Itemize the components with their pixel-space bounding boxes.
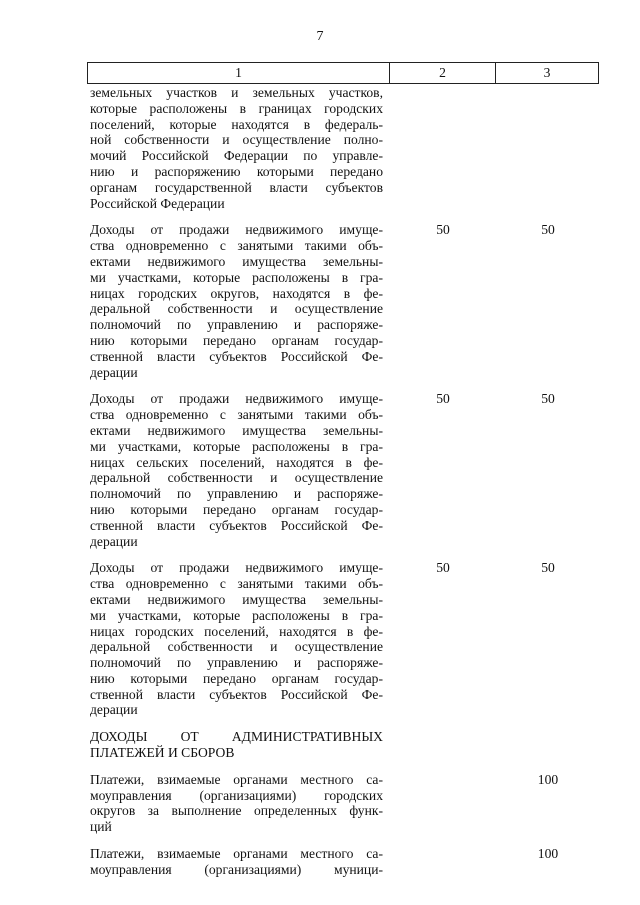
text-line: нию которыми передано органам государ- (90, 332, 383, 348)
text-line: мочий Российской Федерации по управле- (90, 148, 383, 164)
header-col-3: 3 (543, 65, 551, 80)
text-line: Платежи, взимаемые органами местного са- (90, 846, 383, 862)
row-description (90, 560, 383, 718)
text-line: Платежи, взимаемые органами местного са- (90, 771, 383, 787)
row-description (90, 391, 383, 549)
header-col-2: 2 (390, 63, 496, 83)
text-line: ми участками, которые расположены в гра- (90, 269, 383, 285)
text-line: ектами недвижимого имущества земельны- (90, 253, 383, 269)
text-line: ственной власти субъектов Российской Фе- (90, 348, 383, 364)
col3-value: 50 (541, 391, 555, 407)
text-line: ственной власти субъектов Российской Фе- (90, 517, 383, 533)
row-description (90, 222, 383, 380)
header-col-1: 1 (88, 63, 390, 83)
text-line: моуправления (организациями) городских (90, 787, 383, 803)
text-line: которые расположены в границах городских (90, 100, 383, 116)
text-line: ектами недвижимого имущества земельны- (90, 591, 383, 607)
col2-value: 50 (436, 560, 450, 576)
text-line: деральной собственности и осуществление (90, 301, 383, 317)
text-line: деральной собственности и осуществление (90, 639, 383, 655)
text-line: нию которыми передано органам государ- (90, 670, 383, 686)
table-row (90, 222, 600, 380)
text-line: Доходы от продажи недвижимого имуще- (90, 391, 383, 407)
text-line: нию и распоряжению которыми передано (90, 163, 383, 179)
row-description (90, 772, 383, 835)
text-line: нию которыми передано органам государ- (90, 501, 383, 517)
table-row (90, 846, 600, 878)
text-line: ственной власти субъектов Российской Фе- (90, 686, 383, 702)
table-row (90, 391, 600, 549)
text-line: ций (90, 819, 112, 835)
text-line: дерации (90, 364, 138, 380)
col3-value: 50 (541, 222, 555, 238)
text-line: полномочий по управлению и распоряже- (90, 317, 383, 333)
text-line: ектами недвижимого имущества земельны- (90, 422, 383, 438)
text-line: ми участками, которые расположены в гра- (90, 607, 383, 623)
text-line: ницах городских округов, находятся в фе- (90, 285, 383, 301)
text-line: округов за выполнение определенных функ- (90, 803, 383, 819)
text-line: полномочий по управлению и распоряже- (90, 486, 383, 502)
table-row (90, 772, 600, 835)
text-line: поселений, которые находятся в федераль- (90, 116, 383, 132)
col2-value: 50 (436, 222, 450, 238)
row-description (90, 85, 383, 211)
col3-value: 100 (537, 846, 559, 862)
text-line: моуправления (организациями) муници- (90, 861, 383, 877)
table-row (90, 560, 600, 718)
text-line: земельных участков и земельных участков, (90, 85, 383, 100)
text-line: Доходы от продажи недвижимого имуще- (90, 222, 383, 238)
text-line: ства одновременно с занятыми такими объ- (90, 407, 383, 423)
text-line: ПЛАТЕЖЕЙ И СБОРОВ (90, 745, 235, 761)
text-line: полномочий по управлению и распоряже- (90, 655, 383, 671)
text-line: ми участками, которые расположены в гра- (90, 438, 383, 454)
text-line: дерации (90, 702, 138, 718)
text-line: ДОХОДЫ ОТ АДМИНИСТРАТИВНЫХ (90, 729, 383, 745)
col3-value: 100 (537, 771, 559, 787)
text-line: ства одновременно с занятыми такими объ- (90, 576, 383, 592)
row-description (90, 846, 383, 878)
text-line: ницах городских поселений, находятся в фе- (90, 623, 383, 639)
text-line: ницах сельских поселений, находятся в фе- (90, 454, 383, 470)
table-row (90, 85, 600, 211)
col2-value: 50 (436, 391, 450, 407)
text-line: дерации (90, 533, 138, 549)
text-line: Доходы от продажи недвижимого имуще- (90, 560, 383, 576)
row-description (90, 729, 383, 761)
text-line: Российской Федерации (90, 195, 225, 211)
text-line: ства одновременно с занятыми такими объ- (90, 238, 383, 254)
table-body (90, 85, 600, 889)
text-line: деральной собственности и осуществление (90, 470, 383, 486)
text-line: ной собственности и осуществление полно- (90, 132, 383, 148)
text-line: органам государственной власти субъектов (90, 179, 383, 195)
table-header (87, 62, 599, 84)
col3-value: 50 (541, 560, 555, 576)
page-number: 7 (316, 29, 324, 44)
table-row (90, 729, 600, 761)
